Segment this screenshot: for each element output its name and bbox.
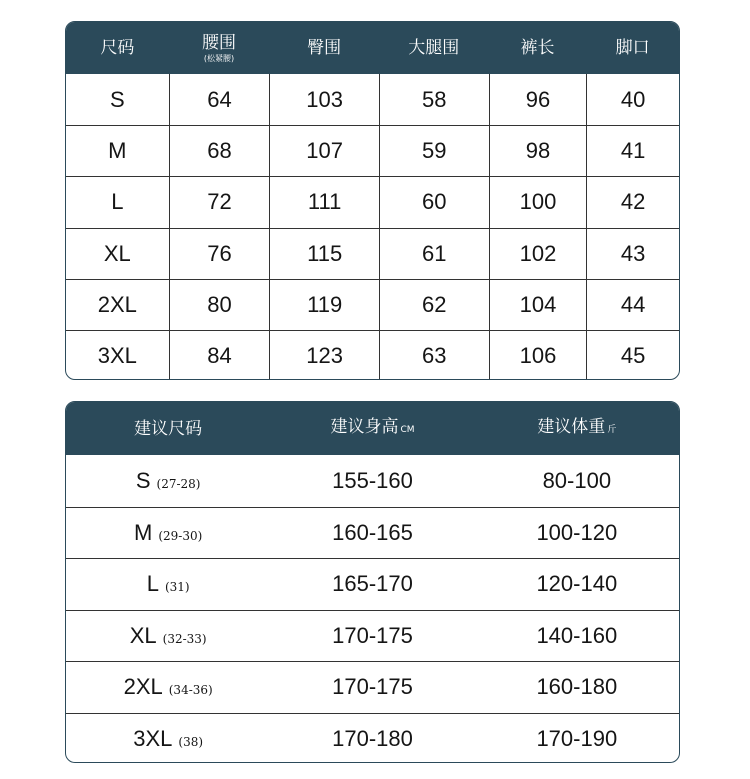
cell-size: 3XL bbox=[97, 343, 137, 369]
cell-hip: 111 bbox=[269, 177, 379, 227]
header-waist: 腰围 (松紧腰) bbox=[202, 32, 236, 63]
recommended-fit-table bbox=[65, 401, 680, 763]
cell-length: 102 bbox=[489, 229, 587, 279]
cell-hip: 115 bbox=[269, 229, 379, 279]
size-measurement-table bbox=[65, 21, 680, 380]
cell-size: S bbox=[109, 86, 125, 112]
cell-hem: 45 bbox=[586, 331, 679, 380]
table-row bbox=[66, 713, 679, 764]
cell-hem: 44 bbox=[586, 280, 679, 330]
cell-waist: 76 bbox=[169, 229, 270, 279]
cell-thigh: 58 bbox=[379, 74, 489, 125]
cell-weight: 80-100 bbox=[542, 467, 612, 493]
header-recommended-size: 建议尺码 bbox=[134, 418, 203, 439]
cell-recommended-size: 2XL (34-36) bbox=[123, 674, 213, 700]
cell-length: 104 bbox=[489, 280, 587, 330]
header-recommended-height: 建议身高 CM bbox=[330, 417, 415, 437]
fit-table-header bbox=[66, 402, 679, 455]
cell-weight: 100-120 bbox=[536, 519, 618, 545]
size-table-header bbox=[66, 22, 679, 74]
size-range: (34-36) bbox=[168, 683, 213, 698]
cell-size: L bbox=[111, 189, 124, 215]
cell-height: 165-170 bbox=[332, 571, 413, 597]
cell-weight: 140-160 bbox=[536, 622, 618, 648]
cell-length: 98 bbox=[489, 126, 587, 176]
cell-waist: 80 bbox=[169, 280, 270, 330]
header-thigh: 大腿围 bbox=[408, 38, 460, 58]
cell-thigh: 60 bbox=[379, 177, 489, 227]
cell-hem: 43 bbox=[586, 229, 679, 279]
cell-hip: 119 bbox=[269, 280, 379, 330]
table-row bbox=[66, 661, 679, 713]
cell-height: 170-175 bbox=[332, 622, 413, 648]
cell-thigh: 63 bbox=[379, 331, 489, 380]
cell-hem: 40 bbox=[586, 74, 679, 125]
cell-height: 170-180 bbox=[332, 725, 413, 751]
cell-height: 155-160 bbox=[332, 467, 413, 493]
cell-waist: 68 bbox=[169, 126, 270, 176]
table-row bbox=[66, 176, 679, 227]
table-row bbox=[66, 228, 679, 279]
cell-hip: 123 bbox=[269, 331, 379, 380]
cell-size: 2XL bbox=[97, 291, 137, 317]
table-row bbox=[66, 610, 679, 662]
cell-recommended-size: S (27-28) bbox=[135, 467, 201, 493]
cell-recommended-size: 3XL (38) bbox=[133, 725, 204, 751]
cell-length: 100 bbox=[489, 177, 587, 227]
cell-length: 96 bbox=[489, 74, 587, 125]
cell-thigh: 59 bbox=[379, 126, 489, 176]
header-size: 尺码 bbox=[100, 38, 135, 58]
cell-size: M bbox=[108, 138, 127, 164]
table-row bbox=[66, 125, 679, 176]
cell-hip: 107 bbox=[269, 126, 379, 176]
cell-waist: 84 bbox=[169, 331, 270, 380]
cell-recommended-size: L (31) bbox=[146, 571, 190, 597]
header-hem: 脚口 bbox=[615, 38, 650, 58]
cell-size: XL bbox=[103, 240, 131, 266]
size-range: (29-30) bbox=[158, 528, 203, 543]
header-recommended-weight: 建议体重 斤 bbox=[537, 417, 617, 437]
size-range: (31) bbox=[164, 580, 190, 595]
size-range: (32-33) bbox=[162, 631, 207, 646]
cell-thigh: 61 bbox=[379, 229, 489, 279]
size-range: (38) bbox=[178, 734, 204, 749]
cell-hip: 103 bbox=[269, 74, 379, 125]
cell-weight: 160-180 bbox=[536, 674, 618, 700]
table-row bbox=[66, 455, 679, 507]
cell-hem: 41 bbox=[586, 126, 679, 176]
table-row bbox=[66, 507, 679, 559]
table-row bbox=[66, 558, 679, 610]
cell-waist: 72 bbox=[169, 177, 270, 227]
table-row bbox=[66, 74, 679, 125]
size-range: (27-28) bbox=[156, 476, 201, 491]
cell-waist: 64 bbox=[169, 74, 270, 125]
cell-weight: 120-140 bbox=[536, 571, 618, 597]
cell-length: 106 bbox=[489, 331, 587, 380]
table-row bbox=[66, 279, 679, 330]
header-length: 裤长 bbox=[520, 38, 555, 58]
cell-hem: 42 bbox=[586, 177, 679, 227]
cell-recommended-size: M (29-30) bbox=[134, 519, 203, 545]
cell-weight: 170-190 bbox=[536, 725, 618, 751]
cell-recommended-size: XL (32-33) bbox=[129, 622, 207, 648]
cell-height: 160-165 bbox=[332, 519, 413, 545]
cell-height: 170-175 bbox=[332, 674, 413, 700]
table-row bbox=[66, 330, 679, 380]
cell-thigh: 62 bbox=[379, 280, 489, 330]
header-hip: 臀围 bbox=[307, 38, 342, 58]
